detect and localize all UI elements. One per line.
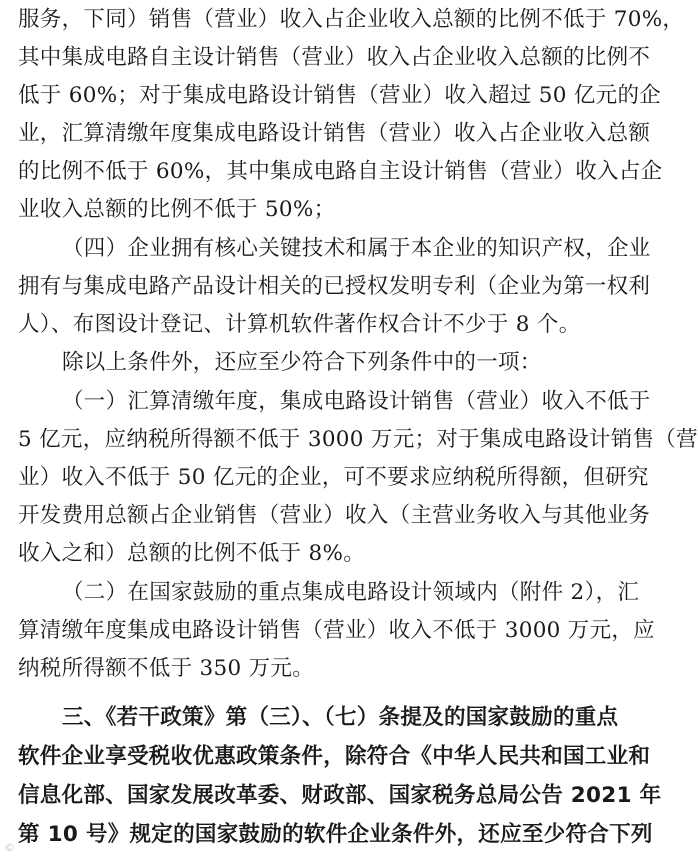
text-line: 除以上条件外，还应至少符合下列条件中的一项： [62,350,542,375]
text-line: 信息化部、国家发展改革委、财政部、国家税务总局公告 2021 年 [18,783,662,808]
text-line: 低于 60%；对于集成电路设计销售（营业）收入超过 50 亿元的企 [18,83,662,108]
text-line: 业）收入不低于 50 亿元的企业，可不要求应纳税所得额，但研究 [18,465,649,490]
text-line: （一）汇算清缴年度，集成电路设计销售（营业）收入不低于 [62,389,651,414]
watermark: © [4,841,15,854]
text-line: （二）在国家鼓励的重点集成电路设计领域内（附件 2），汇 [62,580,640,605]
text-line: 第 10 号》规定的国家鼓励的软件企业条件外，还应至少符合下列 [18,822,653,847]
text-line: 收入之和）总额的比例不低于 8%。 [18,541,366,566]
text-line: 拥有与集成电路产品设计相关的已授权发明专利（企业为第一权利 [18,274,651,299]
text-line: 算清缴年度集成电路设计销售（营业）收入不低于 3000 万元，应 [18,618,655,643]
text-line: （四）企业拥有核心关键技术和属于本企业的知识产权，企业 [62,236,651,261]
text-line: 的比例不低于 60%，其中集成电路自主设计销售（营业）收入占企 [18,159,663,184]
text-line: 业，汇算清缴年度集成电路设计销售（营业）收入占企业收入总额 [18,121,651,146]
text-line: 5 亿元，应纳税所得额不低于 3000 万元；对于集成电路设计销售（营 [18,427,698,452]
text-line: 开发费用总额占企业销售（营业）收入（主营业务收入与其他业务 [18,503,651,528]
text-line: 软件企业享受税收优惠政策条件，除符合《中华人民共和国工业和 [18,744,651,769]
text-line: 业收入总额的比例不低于 50%； [18,197,336,222]
text-line: 其中集成电路自主设计销售（营业）收入占企业收入总额的比例不 [18,45,651,70]
text-line: 人）、布图设计登记、计算机软件著作权合计不少于 8 个。 [18,312,581,337]
text-line: 纳税所得额不低于 350 万元。 [18,656,315,681]
text-line: 服务，下同）销售（营业）收入占企业收入总额的比例不低于 70%， [18,7,685,32]
section-heading-line: 三、《若干政策》第（三）、（七）条提及的国家鼓励的重点 [62,705,619,730]
